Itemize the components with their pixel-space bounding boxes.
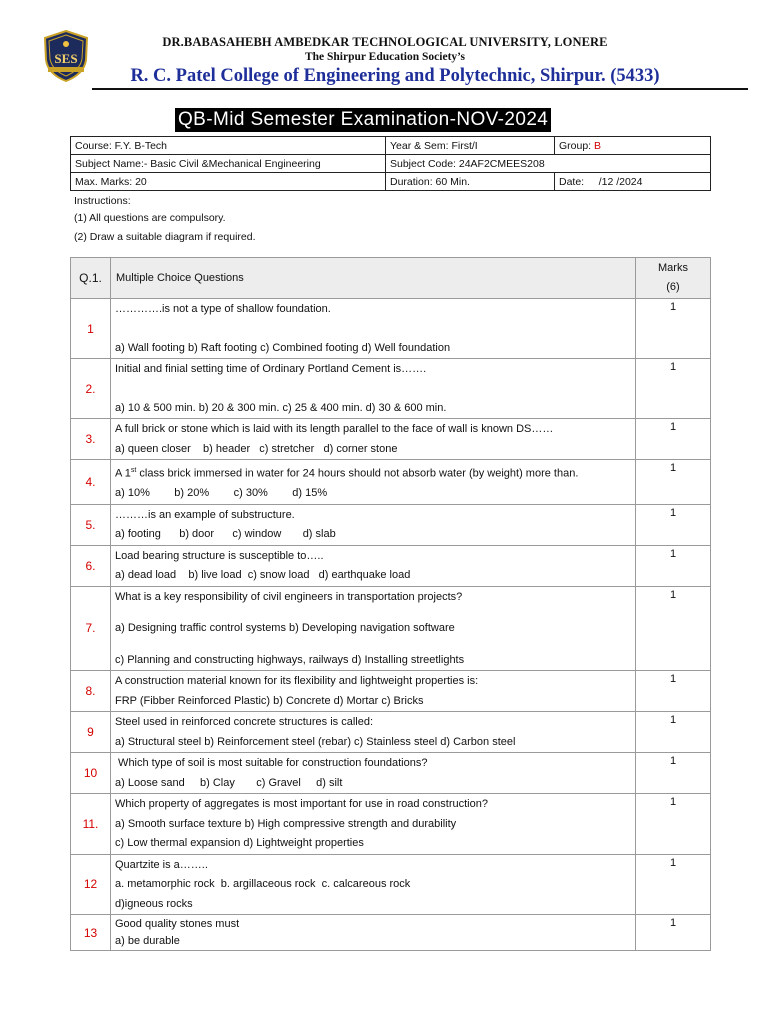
- duration-cell: Duration: 60 Min.: [386, 173, 555, 191]
- marks-header-label: Marks: [658, 262, 688, 274]
- options-line: a) 10 & 500 min. b) 20 & 300 min. c) 25 & 400 min. d) 30 & 600 min.: [115, 401, 447, 414]
- logo-text: SES: [54, 51, 78, 66]
- question-line: Steel used in reinforced concrete structures is called:: [115, 716, 374, 729]
- table-row: [71, 671, 711, 712]
- university-name: DR.BABASAHEBH AMBEDKAR TECHNOLOGICAL UNIVERSITY, LONERE: [162, 35, 608, 49]
- table-row: [71, 419, 711, 460]
- question-marks: 1: [636, 586, 711, 671]
- question-marks: 1: [636, 794, 711, 855]
- options-line: a) be durable: [115, 935, 180, 948]
- table-row: [71, 359, 711, 419]
- question-text: [111, 794, 636, 855]
- question-text: [111, 753, 636, 794]
- col-marks-header: [636, 258, 711, 299]
- max-marks-cell: Max. Marks: 20: [71, 173, 386, 191]
- college-name: R. C. Patel College of Engineering and Polytechnic, Shirpur. (5433): [130, 66, 660, 86]
- col-title-header: Multiple Choice Questions: [111, 258, 636, 299]
- question-line: ………is an example of substructure.: [115, 508, 295, 521]
- options-line: a) Loose sand b) Clay c) Gravel d) silt: [115, 776, 343, 789]
- table-row: [71, 504, 711, 545]
- question-marks: 1: [636, 712, 711, 753]
- exam-title: QB-Mid Semester Examination-NOV-2024: [175, 108, 551, 132]
- instructions-title: Instructions:: [74, 195, 131, 207]
- question-marks: 1: [636, 915, 711, 951]
- question-number: 6.: [71, 545, 111, 586]
- options-line: a) queen closer b) header c) stretcher d) corner stone: [115, 442, 398, 455]
- question-marks: 1: [636, 671, 711, 712]
- question-text: [111, 854, 636, 915]
- question-text: [111, 671, 636, 712]
- question-text-part: A 1: [115, 467, 131, 480]
- question-marks: 1: [636, 299, 711, 359]
- question-number: 2.: [71, 359, 111, 419]
- table-row: [71, 545, 711, 586]
- options-line: FRP (Fibber Reinforced Plastic) b) Concrete d) Mortar c) Bricks: [115, 694, 424, 707]
- question-text: [111, 460, 636, 505]
- col-qno-header: Q.1.: [71, 258, 111, 299]
- question-number: 8.: [71, 671, 111, 712]
- question-text: [111, 545, 636, 586]
- subject-code-cell: Subject Code: 24AF2CMEES208: [386, 155, 711, 173]
- questions-table: [70, 257, 711, 951]
- question-number: 9: [71, 712, 111, 753]
- question-number: 11.: [71, 794, 111, 855]
- question-text: [111, 359, 636, 419]
- table-row: [71, 854, 711, 915]
- marks-header-total: (6): [666, 281, 680, 293]
- instruction-item: (1) All questions are compulsory.: [74, 212, 226, 224]
- options-line: c) Low thermal expansion d) Lightweight properties: [115, 837, 364, 850]
- table-row: [71, 915, 711, 951]
- course-cell: Course: F.Y. B-Tech: [71, 137, 386, 155]
- question-marks: 1: [636, 460, 711, 505]
- options-line: a. metamorphic rock b. argillaceous rock c. calcareous rock: [115, 878, 411, 891]
- question-line: A full brick or stone which is laid with its length parallel to the face of wall is known DS……: [115, 423, 554, 435]
- question-marks: 1: [636, 854, 711, 915]
- options-line: a) Structural steel b) Reinforcement steel (rebar) c) Stainless steel d) Carbon steel: [115, 735, 516, 748]
- question-number: 1: [71, 299, 111, 359]
- options-line: a) Designing traffic control systems b) Developing navigation software: [115, 622, 455, 635]
- table-header-row: [71, 258, 711, 299]
- options-line: a) 10% b) 20% c) 30% d) 15%: [115, 487, 328, 500]
- question-text: [111, 299, 636, 359]
- table-row: [71, 586, 711, 671]
- question-number: 7.: [71, 586, 111, 671]
- question-marks: 1: [636, 753, 711, 794]
- question-marks: 1: [636, 504, 711, 545]
- question-line: Quartzite is a……..: [115, 858, 208, 871]
- question-line: ………….is not a type of shallow foundation.: [115, 303, 331, 315]
- question-text-part: class brick immersed in water for 24 hours should not absorb water (by weight) more than.: [136, 467, 579, 480]
- options-line: a) Smooth surface texture b) High compressive strength and durability: [115, 817, 457, 830]
- table-row: [71, 299, 711, 359]
- table-row: [71, 794, 711, 855]
- question-text: [111, 915, 636, 951]
- question-number: 4.: [71, 460, 111, 505]
- question-text: [111, 712, 636, 753]
- question-marks: 1: [636, 359, 711, 419]
- year-sem-cell: Year & Sem: First/I: [386, 137, 555, 155]
- question-number: 10: [71, 753, 111, 794]
- question-line: Good quality stones must: [115, 918, 240, 931]
- table-row: [71, 753, 711, 794]
- table-row: [71, 712, 711, 753]
- question-line: Initial and finial setting time of Ordinary Portland Cement is…….: [115, 363, 427, 375]
- date-cell: Date: /12 /2024: [555, 173, 711, 191]
- instruction-item: (2) Draw a suitable diagram if required.: [74, 231, 256, 243]
- question-number: 13: [71, 915, 111, 951]
- question-text: [111, 419, 636, 460]
- question-number: 3.: [71, 419, 111, 460]
- question-marks: 1: [636, 545, 711, 586]
- question-superscript: st: [130, 467, 137, 474]
- options-line: c) Planning and constructing highways, railways d) Installing streetlights: [115, 653, 465, 666]
- options-line: d)igneous rocks: [115, 897, 193, 910]
- table-row: [71, 460, 711, 505]
- question-marks: 1: [636, 419, 711, 460]
- question-number: 5.: [71, 504, 111, 545]
- subject-name-cell: Subject Name:- Basic Civil &Mechanical Engineering: [71, 155, 386, 173]
- question-line: Which property of aggregates is most important for use in road construction?: [115, 798, 488, 811]
- group-label: Group:: [559, 139, 592, 152]
- options-line: a) Wall footing b) Raft footing c) Combined footing d) Well foundation: [115, 341, 451, 354]
- options-line: a) footing b) door c) window d) slab: [115, 528, 336, 541]
- question-number: 12: [71, 854, 111, 915]
- question-line: What is a key responsibility of civil engineers in transportation projects?: [115, 590, 463, 603]
- question-line: A construction material known for its flexibility and lightweight properties is:: [115, 675, 479, 688]
- group-value: B: [594, 139, 602, 152]
- question-line: Load bearing structure is susceptible to…..: [115, 549, 324, 562]
- question-text: [111, 504, 636, 545]
- society-name: The Shirpur Education Society’s: [304, 51, 466, 63]
- options-line: a) dead load b) live load c) snow load d) earthquake load: [115, 569, 411, 582]
- question-text: [111, 586, 636, 671]
- question-line: [115, 461, 631, 484]
- question-line: Which type of soil is most suitable for construction foundations?: [115, 757, 428, 770]
